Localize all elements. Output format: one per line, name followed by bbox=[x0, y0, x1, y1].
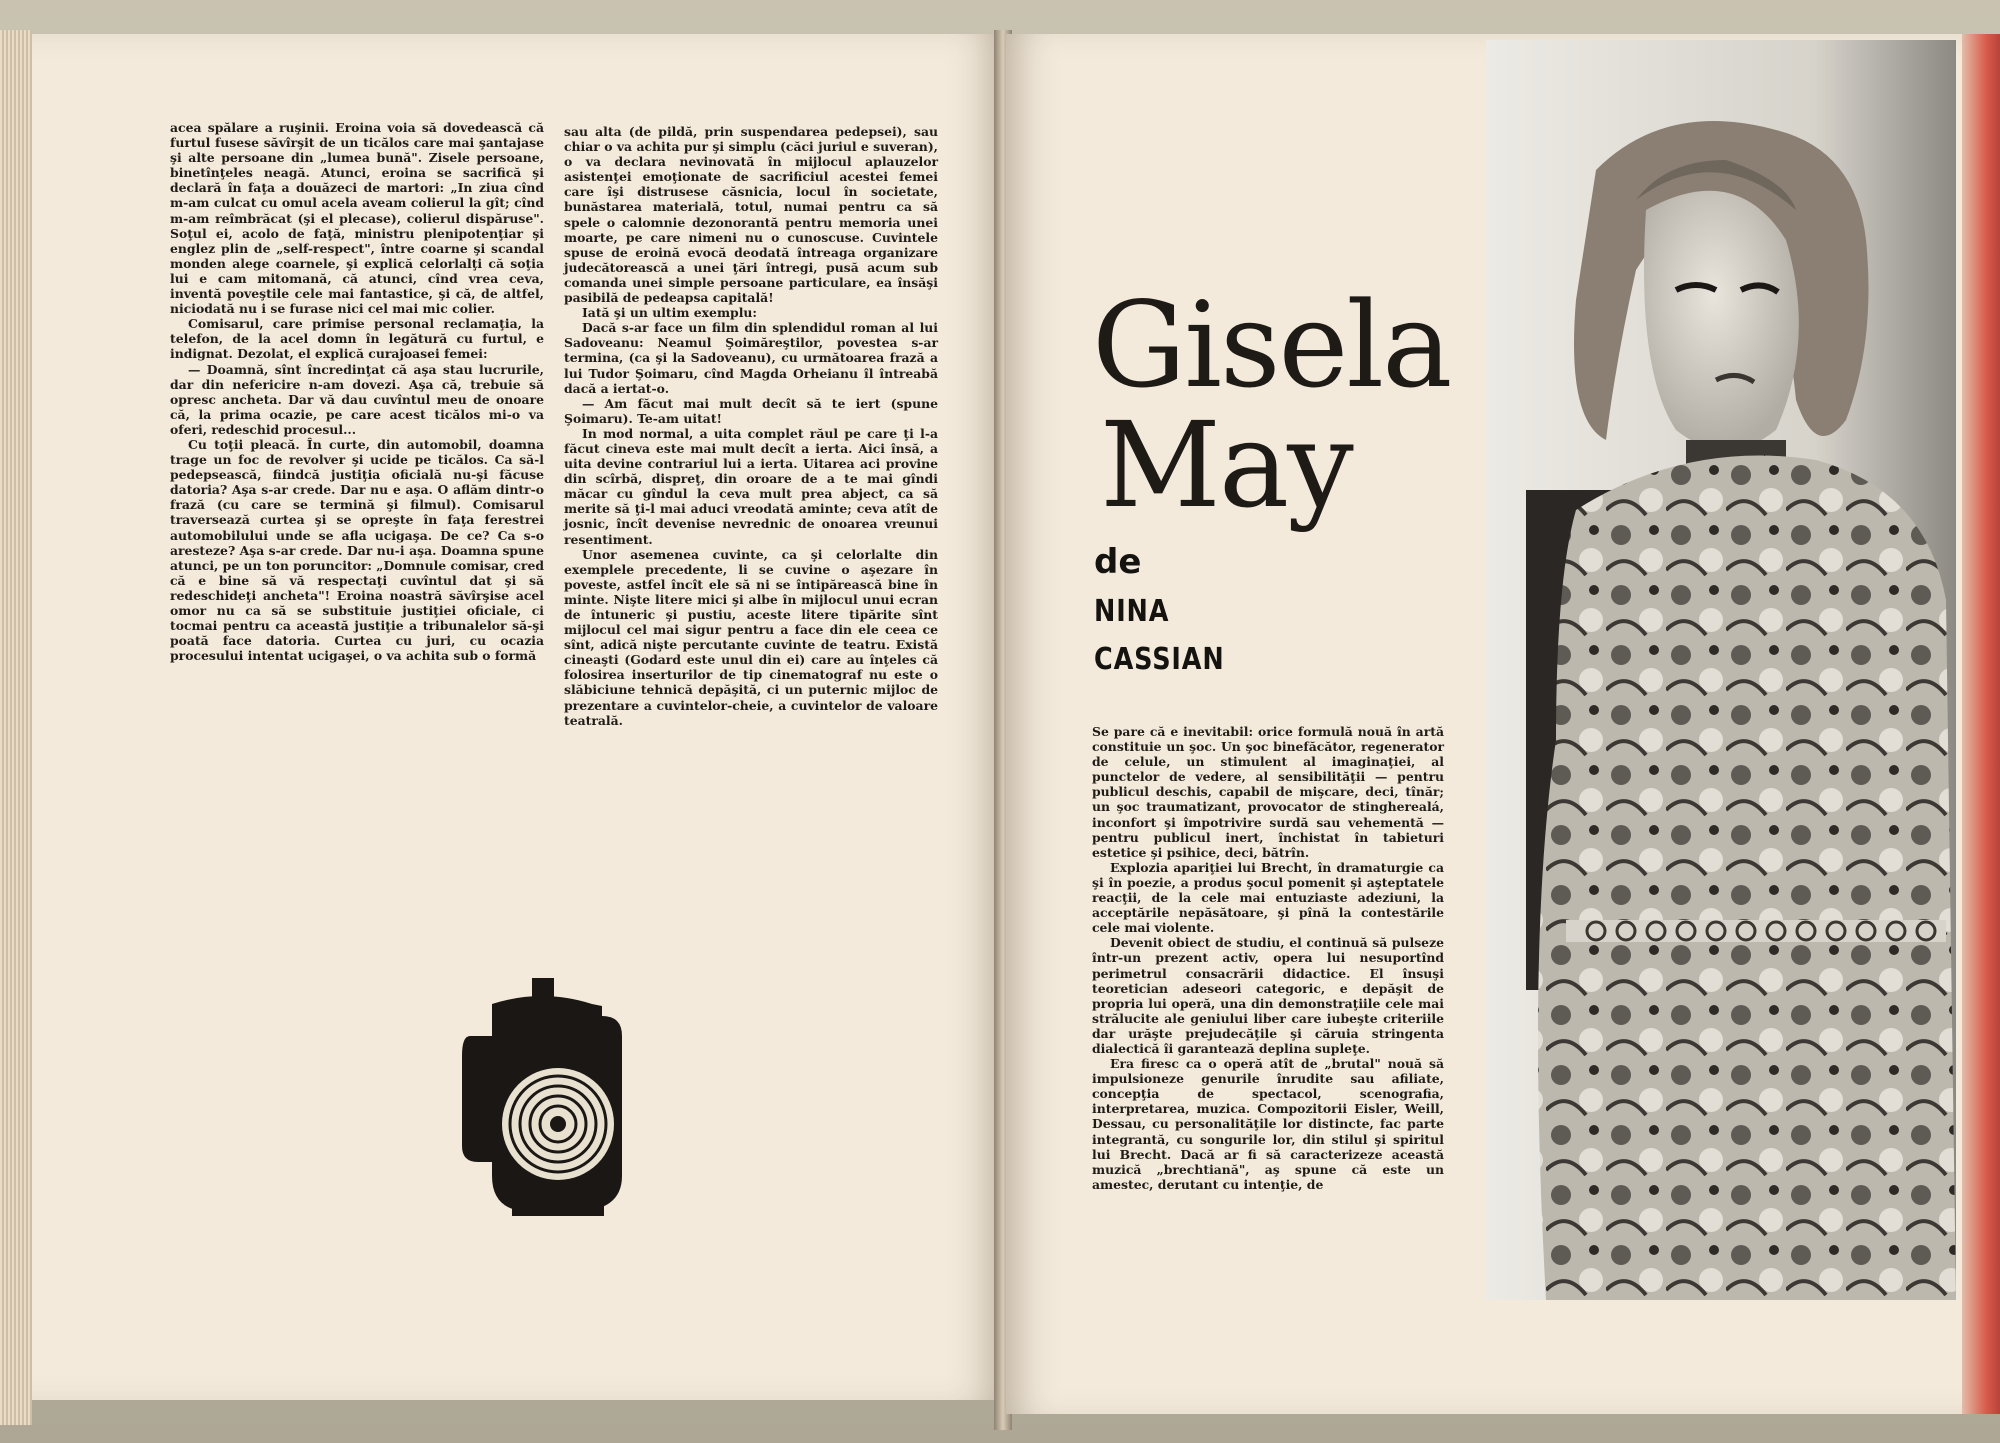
portrait-photo bbox=[1486, 40, 1956, 1300]
paragraph: In mod normal, a uita complet răul pe care ţi l-a făcut cineva este mai mult decît a ierta. Aici însă, a uita devine contrariul lui a ierta. Uitarea aci provine din scîrbă, dispreţ, din oroare de a te mai gîndi măcar cu gîndul la ceva mult prea abject, ca să merite să ţi-l mai aduci vreodată aminte; ceva atît de josnic, încît devenise nevrednic de onoarea vreunui resentiment. bbox=[564, 425, 938, 547]
paragraph: Iată şi un ultim exemplu: bbox=[582, 305, 758, 321]
paragraph: sau alta (de pildă, prin suspendarea pedepsei), sau chiar o va achita pur şi simplu (căci juriul e suveran), o va declara nevinovată în mijlocul aplauzelor asistenţei emoţionate de sacrificiul acestei femei care îşi distrusese căsnicia, locul în societate, bunăstarea materială, totul, numai pentru ca să spele o calomnie dezonorantă pentru memoria unei moarte, pe care nimeni nu o cunoscuse. Cuvintele spuse de eroină evocă deodată întreaga organizare judecătorească a unei ţări întregi, pusă acum sub comanda unei simple persoane particulare, ea însăşi pasibilă de pedeapsa capitală! bbox=[564, 124, 938, 306]
paragraph: Explozia apariţiei lui Brecht, în dramaturgie ca şi în poezie, a produs şocul pomenit şi aşteptatele reacţii, de la cele mai entuziaste adeziuni, la acceptările nepăsătoare, şi pînă la contestările cele mai violente. bbox=[1092, 859, 1444, 936]
paragraph: Unor asemenea cuvinte, ca şi celorlalte din exemplele precedente, li se cuvine o aşezare în poveste, astfel încît ele să ni se întipărească bine în minte. Nişte litere mici şi albe în mijlocul unui ecran de întuneric şi pustiu, aceste litere tipărite sînt mijlocul cel mai sigur pentru a face din ele ceea ce sînt, adică nişte percutante cuvinte de teatru. Există cineaşti (Godard este unul din ei) care au înţeles că folosirea inserturilor de tip cinematograf nu este o slăbiciune tehnică depăşită, ci un puternic mijloc de prezentare a cuvintelor-cheie, a cuvintelor de valoare teatrală. bbox=[564, 546, 938, 728]
page-edges-left bbox=[0, 30, 32, 1425]
paragraph: — Doamnă, sînt încredinţat că aşa stau lucrurile, dar din nefericire n-am dovezi. Aşa că, trebuie să opresc ancheta. Dar vă dau cuvîntul meu de onoare că, la prima ocazie, pe care acest ticălos mi-o va oferi, redeschid procesul... bbox=[170, 361, 544, 437]
paragraph: Dacă s-ar face un film din splendidul roman al lui Sadoveanu: Neamul Şoimăreştilor, povestea s-ar termina, (ca şi la Sadoveanu), cu următoarea frază a lui Tudor Şoimaru, cînd Magda Orheianu îl întreabă dacă a iertat-o. bbox=[564, 320, 938, 396]
author-last-name: CASSIAN bbox=[1094, 642, 1225, 677]
paragraph: Se pare că e inevitabil: orice formulă nouă în artă constituie un şoc. Un şoc binefăcător, regenerator de celule, un stimulent al imaginaţiei, al punctelor de vedere, al sensibilităţii — pentru publicul deschis, capabil de mişcare, deci, tînăr; un şoc traumatizant, provocator de stingherealá, inconfort şi împotrivire surdă sau vehementă — pentru publicul inert, închistat în tabieturi estetice şi psihice, deci, bătrîn. bbox=[1092, 724, 1444, 860]
byline: de bbox=[1094, 542, 1142, 582]
right-column bbox=[1092, 724, 1444, 1192]
article-title-last: May bbox=[1100, 396, 1352, 534]
paragraph: Era firesc ca o operă atît de „brutal" nouă să impulsioneze genurile înrudite sau afiliate, concepţia de spectacol, scenografia, interpretarea, muzica. Compozitorii Eisler, Weill, Dessau, cu personalităţile lor distincte, fac parte integrantă, cu songurile lor, din stilul şi spiritul lui Brecht. Dacă ar fi să caracterizeze această muzică „brechtiană", aş spune că este un amestec, derutant cu intenţie, de bbox=[1092, 1056, 1444, 1192]
paragraph: Devenit obiect de studiu, el continuă să pulseze într-un prezent activ, opera lui nesuportînd perimetrul consacrării didactice. El însuşi teoretician adeseori categoric, e depăşit de propria lui operă, una din demonstraţiile cele mai strălucite ale geniului liber care iubeşte criteriile dar urăşte prejudecăţile şi căruia stringenta dialectică îi garantează deplina supleţe. bbox=[1092, 935, 1444, 1056]
paragraph: Cu toţii pleacă. În curte, din automobil, doamna trage un foc de revolver şi ucide pe ticălos. Ca să-l pedepsească, fiindcă justiţia oficială nu-şi făcuse datoria? Aşa s-ar crede. Dar nu e aşa. O aflăm dintr-o frază (cu care se termină şi filmul). Comisarul traversează curtea şi se opreşte în faţa ferestrei automobilului unde se afla ucigaşa. De ce? Ca s-o aresteze? Aşa s-ar crede. Dar nu-i aşa. Doamna spune atunci, pe un ton poruncitor: „Domnule comisar, cred că e bine să vă respectaţi cuvîntul dat şi să redeschideţi ancheta"! Eroina noastră săvîrşise acel omor nu ca să se substituie justiţiei oficiale, ci tocmai pentru ca această justiţie a tribunalelor să-şi poată face datoria. Curtea cu juri, cu ocazia procesului intentat ucigaşei, o va achita sub o formă bbox=[170, 436, 544, 664]
left-column-2 bbox=[564, 124, 938, 728]
left-page bbox=[32, 34, 1000, 1400]
paragraph: — Am făcut mai mult decît să te iert (spune Şoimaru). Te-am uitat! bbox=[564, 395, 938, 426]
article-title-first: Gisela bbox=[1092, 276, 1451, 414]
spotlight-icon bbox=[452, 976, 652, 1226]
right-page bbox=[1006, 34, 1962, 1414]
paragraph: Comisarul, care primise personal reclamaţia, la telefon, de la acel domn în legătură cu furtul, e indignat. Dezolat, el explică curajoasei femei: bbox=[170, 316, 544, 362]
author-first-name: NINA bbox=[1094, 594, 1170, 629]
left-column-1 bbox=[170, 120, 544, 663]
paragraph: acea spălare a ruşinii. Eroina voia să dovedească că furtul fusese săvîrşit de un ticălos care mai şantajase şi alte persoane din „lumea bună". Zisele persoane, binetînţeles neagă. Atunci, eroina se sacrifică şi declară în faţa a douăzeci de martori: „In ziua cînd m-am culcat cu omul acela aveam colierul la gît; cînd m-am reîmbrăcat (şi el plecase), colierul dispăruse". Soţul ei, acolo de faţă, ministru plenipotenţiar şi englez plin de „self-respect", între coarne şi scandal monden alege coarnele, şi explică celorlalţi că soţia lui e cam mitomană, că atunci, cînd vrea ceva, inventă poveştile cele mai fantastice, şi că, de altfel, niciodată nu i se furase nici cel mai mic colier. bbox=[170, 120, 544, 317]
